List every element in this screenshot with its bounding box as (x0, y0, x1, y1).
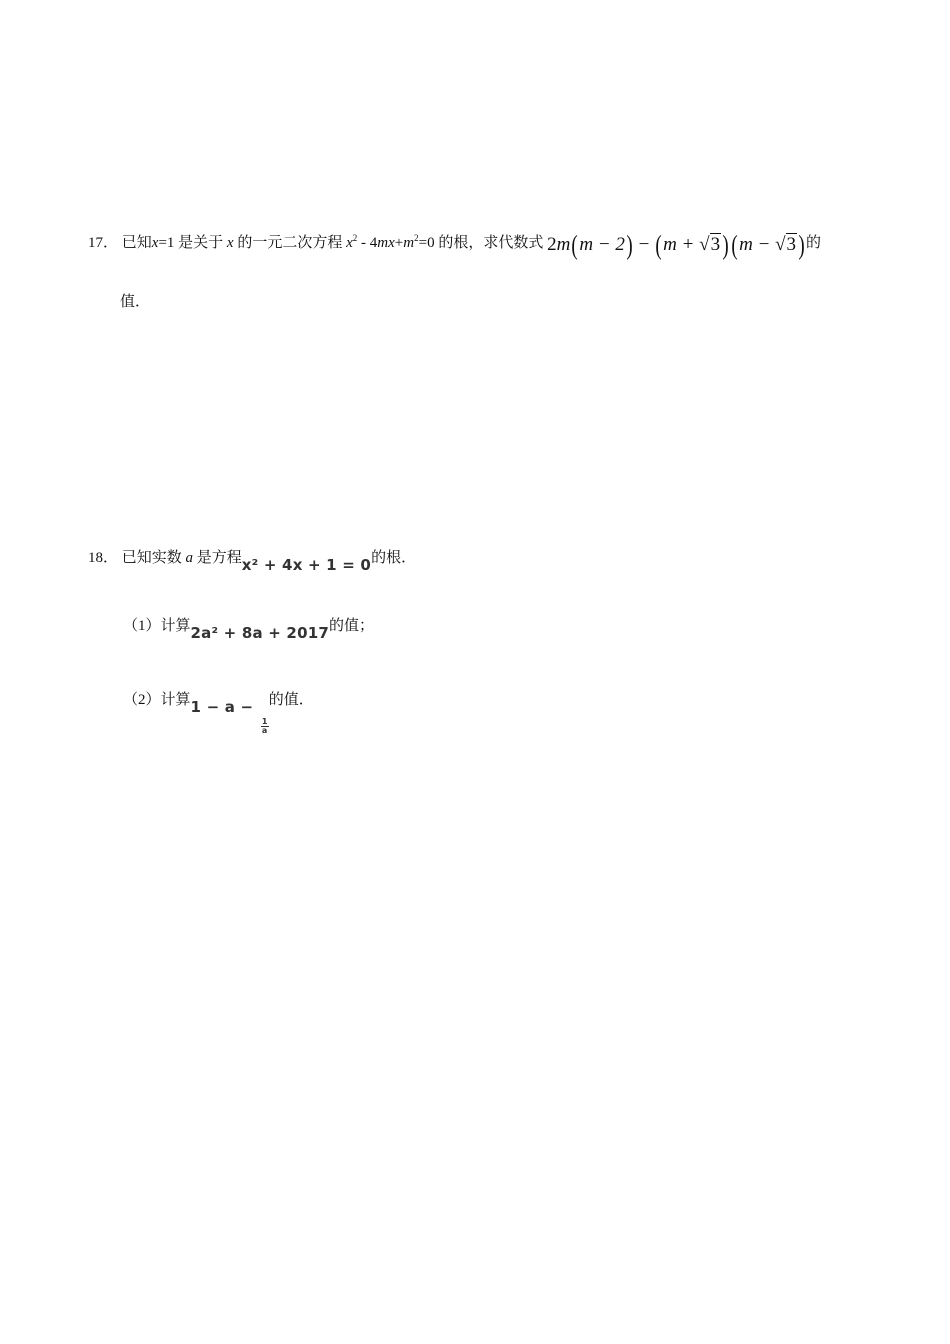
equation-part: =0 的根，求代数式 (418, 235, 544, 251)
equation-part: + (394, 235, 404, 251)
expression-part: 1 − a − (190, 698, 259, 716)
right-paren: ) (798, 230, 805, 260)
paren-content: m + (663, 234, 700, 255)
sqrt-argument: 3 (710, 234, 721, 255)
variable: x (346, 235, 353, 251)
subquestion-tail: 的值． (268, 692, 314, 708)
variable: m (403, 235, 415, 251)
algebraic-expression (547, 232, 806, 259)
sqrt-symbol: √3 (775, 234, 797, 255)
question-text: 已知实数 (121, 550, 182, 566)
left-paren: ( (655, 230, 662, 260)
question-18 (88, 551, 416, 573)
variable: x (226, 235, 234, 251)
exponent: 2 (352, 233, 358, 243)
question-text: 的 (806, 235, 822, 251)
coefficient: 2 (547, 234, 557, 255)
paren-content: m − 2 (579, 234, 625, 255)
exponent: 2 (414, 233, 419, 243)
variable: a (185, 550, 194, 566)
subquestion-tail: 的值； (328, 618, 374, 634)
subquestion-2 (123, 688, 314, 735)
expression-image: 2a² + 8a + 2017 (190, 624, 329, 642)
subquestion-1 (123, 614, 374, 642)
question-text: 的一元二次方程 (237, 235, 343, 251)
question-text: 已知 (121, 235, 152, 251)
equation-part: - 4 (357, 235, 378, 251)
equation-image: x² + 4x + 1 = 0 (241, 556, 372, 574)
expression-image (191, 698, 269, 735)
fraction-numerator: 1 (261, 717, 268, 726)
fraction-denominator: a (261, 726, 268, 735)
question-number: 17． (88, 235, 119, 251)
question-text: 的根． (371, 550, 417, 566)
subquestion-label: （2）计算 (123, 692, 191, 708)
variable: x (388, 235, 395, 251)
question-text: 是方程 (196, 550, 242, 566)
variable: m (556, 234, 571, 255)
operator: − (633, 234, 655, 255)
right-paren: ) (722, 230, 729, 260)
subquestion-label: （1）计算 (123, 618, 191, 634)
fraction (261, 718, 269, 735)
question-text: =1 是关于 (158, 235, 224, 251)
sqrt-symbol: √3 (699, 234, 721, 255)
left-paren: ( (731, 230, 738, 260)
sqrt-argument: 3 (786, 234, 797, 255)
question-17-line2: 值． (120, 294, 151, 310)
right-paren: ) (626, 230, 633, 260)
paren-content: m − (739, 234, 776, 255)
question-17 (88, 232, 821, 259)
question-number: 18． (88, 550, 119, 566)
variable: x (151, 235, 159, 251)
variable: m (377, 235, 389, 251)
left-paren: ( (571, 230, 578, 260)
